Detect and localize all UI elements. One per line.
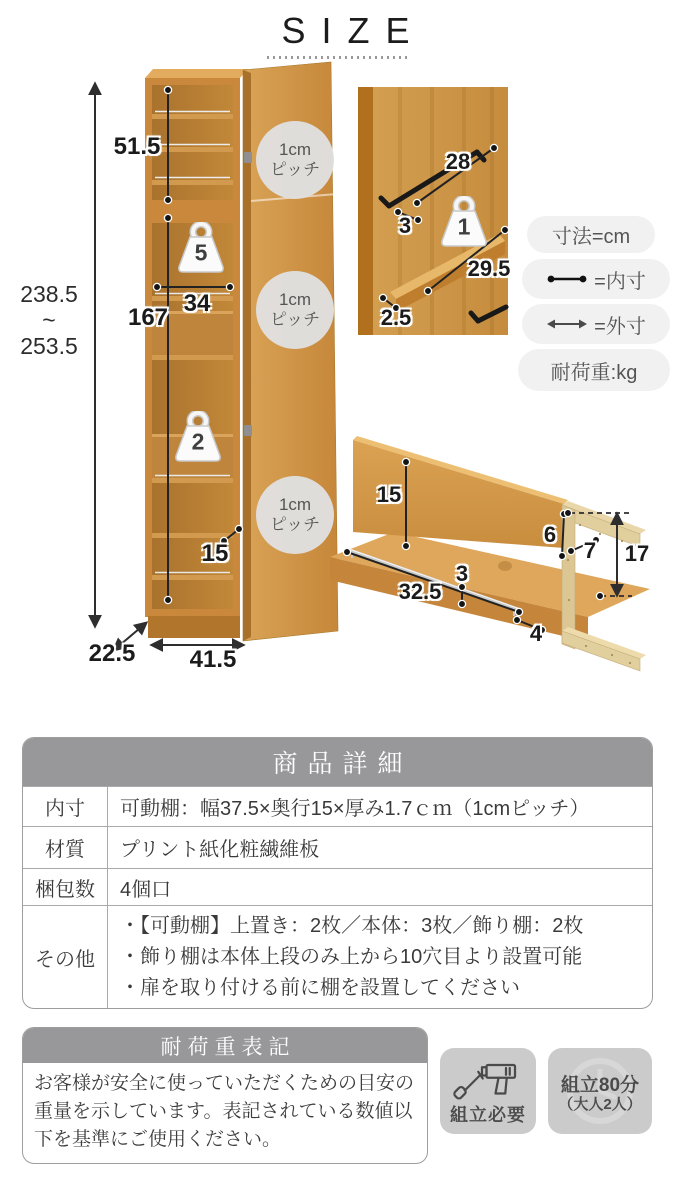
pitch-badge-middle: 1cm ピッチ	[256, 271, 334, 349]
legend-unit: 寸法=cm	[527, 216, 655, 253]
dim-door-shelf-width: 29.5	[467, 256, 511, 281]
dim-rail-depth: 3	[398, 213, 412, 238]
legend-outer-dim: =外寸	[522, 304, 670, 344]
dim-total-height: 17	[624, 541, 650, 566]
dim-back-height: 15	[376, 482, 402, 507]
assembly-required-label: 組立必要	[450, 1105, 526, 1125]
dim-upper-inner-height: 51.5	[113, 133, 161, 160]
table-row: その他 ・【可動棚】上置き：2枚／本体：3枚／飾り棚：2枚 ・飾り棚は本体上段のみ上から10穴目より設置可能 ・扉を取り付ける前に棚を設置してください	[23, 905, 652, 1008]
table-row: 梱包数 4個口	[23, 868, 652, 905]
table-row: 材質 プリント紙化粧繊維板	[23, 826, 652, 868]
pitch-badge-top: 1cm ピッチ	[256, 121, 334, 199]
dim-shelf-depth: 7	[583, 538, 597, 563]
deco-shelf-detail	[330, 436, 650, 671]
inner-dim-icon	[546, 273, 588, 285]
load-capacity-note	[22, 1027, 428, 1164]
dim-outer-width: 41.5	[189, 646, 237, 673]
load-note-header: 耐荷重表記	[23, 1028, 427, 1063]
load-weight-icon-upper: 5	[174, 222, 228, 274]
table-row: 内寸 可動棚：幅37.5×奥行15×厚み1.7ｃｍ（1cmピッチ）	[23, 786, 652, 826]
dim-top-depth: 6	[543, 522, 557, 547]
assembly-time-badge	[548, 1048, 652, 1134]
pitch-badge-bottom: 1cm ピッチ	[256, 476, 334, 554]
dim-inner-width: 34	[183, 290, 211, 317]
dim-main-inner-height: 167	[127, 304, 169, 331]
dim-base-depth: 22.5	[88, 640, 136, 667]
load-weight-icon-door: 1	[437, 196, 491, 248]
assembly-time-label: 組立80分	[560, 1075, 640, 1096]
legend-load: 耐荷重:kg	[518, 349, 670, 391]
tools-icon	[449, 1059, 527, 1101]
load-note-body: お客様が安全に使っていただくための目安の重量を示しています。表記されている数値以下を基準にご使用ください。	[34, 1073, 415, 1151]
details-header: 商品詳細	[23, 738, 652, 786]
dim-rail-width: 32.5	[398, 579, 442, 604]
page-title: SIZE	[281, 10, 426, 51]
hinge	[244, 152, 252, 163]
load-weight-icon-main: 2	[171, 411, 225, 463]
dim-inner-depth: 15	[201, 540, 229, 567]
dim-rail-height: 3	[455, 561, 469, 586]
legend-inner-dim: =内寸	[522, 259, 670, 299]
product-details-table	[22, 737, 653, 1009]
overall-height-label: 238.5 ~ 253.5	[20, 281, 78, 359]
outer-dim-icon	[546, 317, 588, 331]
assembly-required-badge	[440, 1048, 536, 1134]
dim-rail-inner-width: 28	[445, 149, 471, 174]
dim-front-depth: 4	[529, 621, 543, 646]
assembly-people-label: （大人2人）	[558, 1096, 642, 1113]
hinge	[244, 425, 252, 436]
dim-door-shelf-depth: 2.5	[380, 305, 412, 330]
